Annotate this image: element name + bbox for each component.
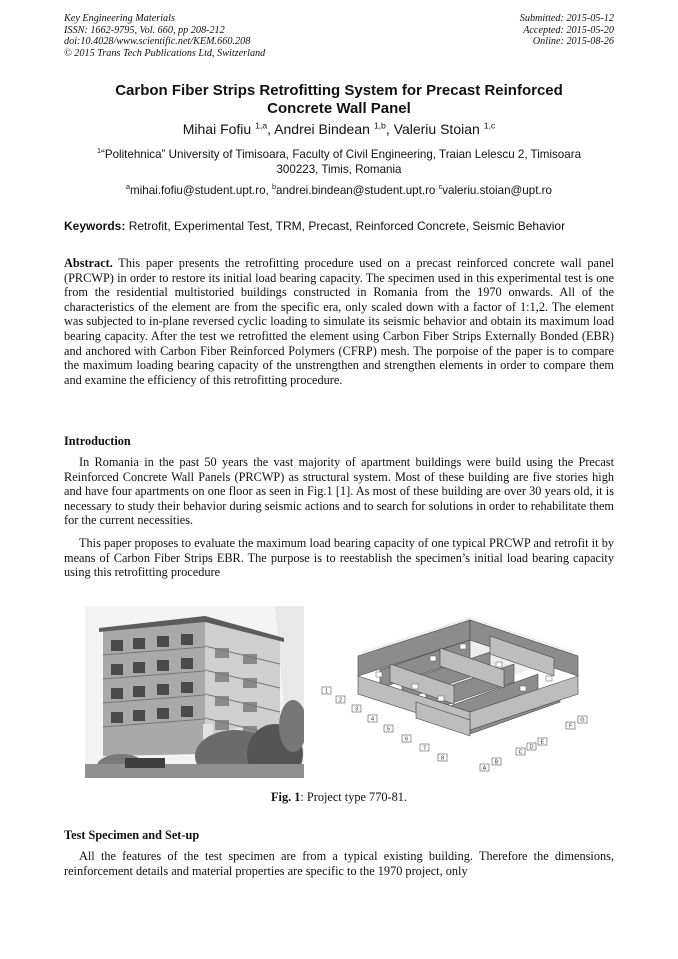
online-date: Online: 2015-08-26 bbox=[532, 36, 614, 48]
abstract-label: Abstract. bbox=[64, 256, 113, 270]
figure-caption-text: : Project type 770-81. bbox=[300, 790, 407, 804]
author-name: Mihai Fofiu bbox=[182, 121, 252, 137]
email-address[interactable]: andrei.bindean@student.upt.ro bbox=[276, 184, 436, 197]
title-line-2: Concrete Wall Panel bbox=[267, 100, 411, 117]
email-sup: c bbox=[438, 182, 443, 192]
axis-label: 1 bbox=[324, 688, 329, 695]
test-specimen-paragraph-1: All the features of the test specimen are from a typical existing building. Therefore the dimensions, reinforcement details and material properties are specific to the 1970 project, only bbox=[64, 849, 614, 878]
email-address[interactable]: valeriu.stoian@upt.ro bbox=[442, 184, 552, 197]
email-sup: a bbox=[126, 182, 131, 192]
journal-issn: ISSN: 1662-9795, Vol. 660, pp 208-212 bbox=[64, 24, 225, 36]
keywords bbox=[64, 219, 614, 234]
author-sup: 1,c bbox=[483, 120, 496, 131]
figure-label: Fig. 1 bbox=[271, 790, 301, 804]
paper-title bbox=[64, 82, 614, 118]
journal-info bbox=[64, 13, 265, 59]
introduction-paragraph-1: In Romania in the past 50 years the vast majority of apartment buildings were build using the Precast Reinforced Concrete Wall Panels (PRCWP) as structural system. Most of these building are five stories high and have four apartments on one floor as seen in Fig.1 [1]. As most of these building are over 30 years old, it is necessary to study their behavior during seismic actions and to search for solutions in order to rehabilitate them for the current necessities. bbox=[64, 455, 614, 528]
axis-label: 8 bbox=[440, 755, 445, 762]
axis-label: 7 bbox=[422, 745, 427, 752]
axis-label: D bbox=[529, 744, 534, 751]
author-name: Andrei Bindean bbox=[274, 121, 370, 137]
axis-label: 6 bbox=[404, 736, 409, 743]
journal-doi[interactable]: doi:10.4028/www.scientific.net/KEM.660.208 bbox=[64, 36, 251, 48]
affiliation-sup: 1 bbox=[96, 146, 101, 156]
axis-label: F bbox=[568, 723, 573, 730]
axis-label: 4 bbox=[370, 716, 375, 723]
apartment-building-photo bbox=[85, 606, 304, 778]
keywords-text: Retrofit, Experimental Test, TRM, Precast, Reinforced Concrete, Seismic Behavior bbox=[128, 219, 566, 233]
author-name: Valeriu Stoian bbox=[393, 121, 480, 137]
author-sup: 1,b bbox=[373, 120, 386, 131]
axis-label: E bbox=[540, 739, 545, 746]
axis-label: A bbox=[482, 765, 487, 772]
test-specimen-heading: Test Specimen and Set-up bbox=[64, 828, 200, 842]
affiliation bbox=[64, 148, 614, 177]
axis-label: 3 bbox=[354, 706, 359, 713]
axis-label: C bbox=[518, 749, 523, 756]
introduction-heading: Introduction bbox=[64, 434, 131, 448]
email-address[interactable]: mihai.fofiu@student.upt.ro bbox=[130, 184, 266, 197]
axis-label: B bbox=[494, 759, 499, 766]
figure-caption bbox=[64, 790, 614, 805]
floor-plan-3d-diagram bbox=[320, 612, 593, 778]
copyright: © 2015 Trans Tech Publications Ltd, Switzerland bbox=[64, 47, 266, 59]
axis-label: 5 bbox=[386, 726, 391, 733]
abstract bbox=[64, 256, 614, 387]
introduction-paragraph-2: This paper proposes to evaluate the maximum load bearing capacity of one typical PRCWP and retrofit it by means of Carbon Fiber Strips EBR. The purpose is to reestablish the specimen’s initial load bearing capacity using this retrofitting procedure bbox=[64, 536, 614, 580]
affiliation-line-2: 300223, Timis, Romania bbox=[276, 162, 402, 176]
axis-label: G bbox=[580, 717, 585, 724]
abstract-text: This paper presents the retrofitting procedure used on a precast reinforced concrete wall panel (PRCWP) in order to restore its initial load bearing capacity. The specimen used in this experimental test is one from the residential multistoried buildings constructed in Romania from the 1970 onwards. All of the characteristics of the element are from the specific era, only scaled down with a factor of 1:1,2. The element was subjected to in-plane reversed cyclic loading to simulate its seismic behavior and obtain its maximum load bearing capacity. After the test we retrofitted the element using Carbon Fiber Strips Externally Bonded (EBR) and anchored with Carbon Fiber Reinforced Polymers (CFRP) mesh. The porpoise of the paper is to compare the maximum loading bearing capacity of the unstrengthen and strengthen elements in order to compare them and examine the efficiency of this retrofitting procedure. bbox=[64, 256, 614, 387]
keywords-label: Keywords: bbox=[64, 219, 126, 233]
email-list: $^a$mihai.fofiu@student.upt.ro, $^b$andrei.bindean@student.upt.ro $^c$valeriu.stoian@upt.ro bbox=[126, 182, 552, 197]
title-line-1: Carbon Fiber Strips Retrofitting System for Precast Reinforced bbox=[115, 82, 563, 99]
journal-name: Key Engineering Materials bbox=[64, 13, 175, 24]
author-list: Mihai Fofiu $^{1,a}$, Andrei Bindean $^{1,b}$, Valeriu Stoian $^{1,c}$ bbox=[182, 120, 496, 137]
submitted-date: Submitted: 2015-05-12 bbox=[519, 13, 614, 24]
affiliation-line-1: “Politehnica” University of Timisoara, Faculty of Civil Engineering, Traian Lelescu 2, Timisoara bbox=[100, 148, 582, 161]
accepted-date: Accepted: 2015-05-20 bbox=[523, 24, 614, 36]
submission-dates bbox=[520, 13, 614, 48]
axis-label: 2 bbox=[338, 697, 343, 704]
author-sup: 1,a bbox=[255, 120, 268, 131]
email-sup: b bbox=[272, 182, 276, 192]
